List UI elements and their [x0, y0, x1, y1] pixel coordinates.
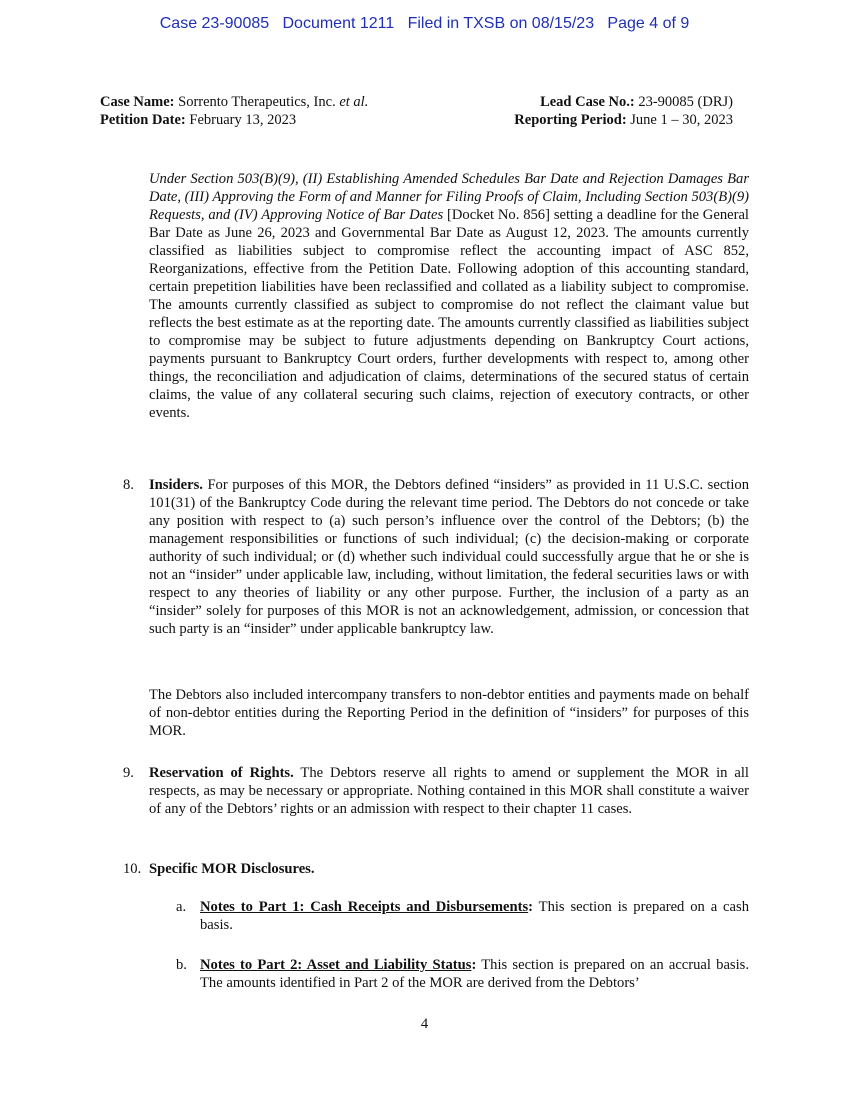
lead-case-line: [540, 93, 733, 111]
item-10b-paragraph: [200, 956, 749, 992]
item-8-title: Insiders.: [149, 477, 203, 493]
case-name-label: Case Name:: [100, 94, 175, 110]
reporting-period-value: June 1 – 30, 2023: [630, 112, 733, 128]
lead-case-value: 23-90085 (DRJ): [638, 94, 733, 110]
item-8-paragraph: [149, 476, 749, 638]
item-8-text: For purposes of this MOR, the Debtors defined “insiders” as provided in 11 U.S.C. section 101(31) of the Bankruptcy Code during the relevant time period. The Debtors do not concede or take any position with respect to (a) such person’s influence over the control of the Debtors; (b) the management responsibilities or functions of such individual; (c) the decision-making or corporate authority of such individual; or (d) whether such individual could successfully argue that he or she is not an “insider” under applicable law, including, without limitation, the federal securities laws or with respect to any theories of liability or any other purpose. Further, the inclusion of a party as an “insider” solely for purposes of this MOR is not an acknowledgement, admission, or concession that such party is an “insider” under applicable bankruptcy law.: [149, 477, 749, 637]
item-10a-title: Notes to Part 1: Cash Receipts and Disbursements: [200, 899, 529, 915]
case-name-line: [100, 93, 368, 111]
case-name-etal: et al.: [339, 94, 369, 110]
lead-case-label: Lead Case No.:: [540, 94, 635, 110]
item-10a-colon: :: [528, 899, 534, 915]
continuation-paragraph: [149, 170, 749, 422]
item-8-paragraph-2: The Debtors also included intercompany transfers to non-debtor entities and payments made on behalf of non-debtor entities during the Reporting Period in the definition of “insiders” for purposes of this MOR.: [149, 687, 749, 739]
item-10-number: 10.: [123, 861, 142, 877]
item-10a-letter: a.: [176, 899, 187, 915]
item-8-number: 8.: [123, 477, 134, 493]
item-10a-text: This section is prepared on a cash basis.: [200, 899, 749, 933]
item-10b-colon: :: [471, 957, 477, 973]
reporting-period-line: [514, 111, 733, 129]
item-9-text: The Debtors reserve all rights to amend or supplement the MOR in all respects, as may be necessary or appropriate. Nothing contained in this MOR shall constitute a waiver of any of the Debtors’ rights or an admission with respect to their chapter 11 cases.: [149, 765, 749, 817]
petition-date-label: Petition Date:: [100, 112, 186, 128]
case-name-value: Sorrento Therapeutics, Inc.: [178, 94, 336, 110]
page-number: 4: [420, 1016, 429, 1032]
item-9-paragraph: [149, 764, 749, 818]
item-10-title: Specific MOR Disclosures.: [149, 861, 315, 877]
continuation-text: [Docket No. 856] setting a deadline for the General Bar Date as June 26, 2023 and Governmental Bar Date as August 12, 2023. The amounts currently classified as liabilities subject to compromise reflect the accounting impact of ASC 852, Reorganizations, effective from the Petition Date. Following adoption of this accounting standard, certain prepetition liabilities have been reclassified and collated as a liability subject to compromise. The amounts currently classified as subject to compromise do not reflect the claimant value but reflects the best estimate as at the reporting date. The amounts currently classified as liabilities subject to compromise may be subject to future adjustments depending on Bankruptcy Court actions, payments pursuant to Bankruptcy Court orders, further developments with respect to, among other things, the reconciliation and adjudication of claims, determinations of the secured status of certain claims, the value of any collateral securing such claims, rejection of executory contracts, or other events.: [149, 207, 749, 421]
court-filing-stamp: Case 23-90085 Document 1211 Filed in TXSB on 08/15/23 Page 4 of 9: [159, 15, 690, 32]
reporting-period-label: Reporting Period:: [514, 112, 627, 128]
item-10-heading: [149, 860, 749, 878]
petition-date-value: February 13, 2023: [189, 112, 297, 128]
item-10b-text: This section is prepared on an accrual basis. The amounts identified in Part 2 of the MOR are derived from the Debtors’: [200, 957, 749, 991]
item-9-title: Reservation of Rights.: [149, 765, 294, 781]
petition-date-line: [100, 111, 296, 129]
item-9-number: 9.: [123, 765, 134, 781]
item-10a-paragraph: [200, 898, 749, 934]
item-10b-letter: b.: [176, 957, 187, 973]
item-10b-title: Notes to Part 2: Asset and Liability Status: [200, 957, 472, 973]
continuation-italic: Under Section 503(B)(9), (II) Establishing Amended Schedules Bar Date and Rejection Damages Bar Date, (III) Approving the Form of and Manner for Filing Proofs of Claim, Including Section 503(B)(9) Requests, and (IV) Approving Notice of Bar Dates: [149, 171, 749, 223]
